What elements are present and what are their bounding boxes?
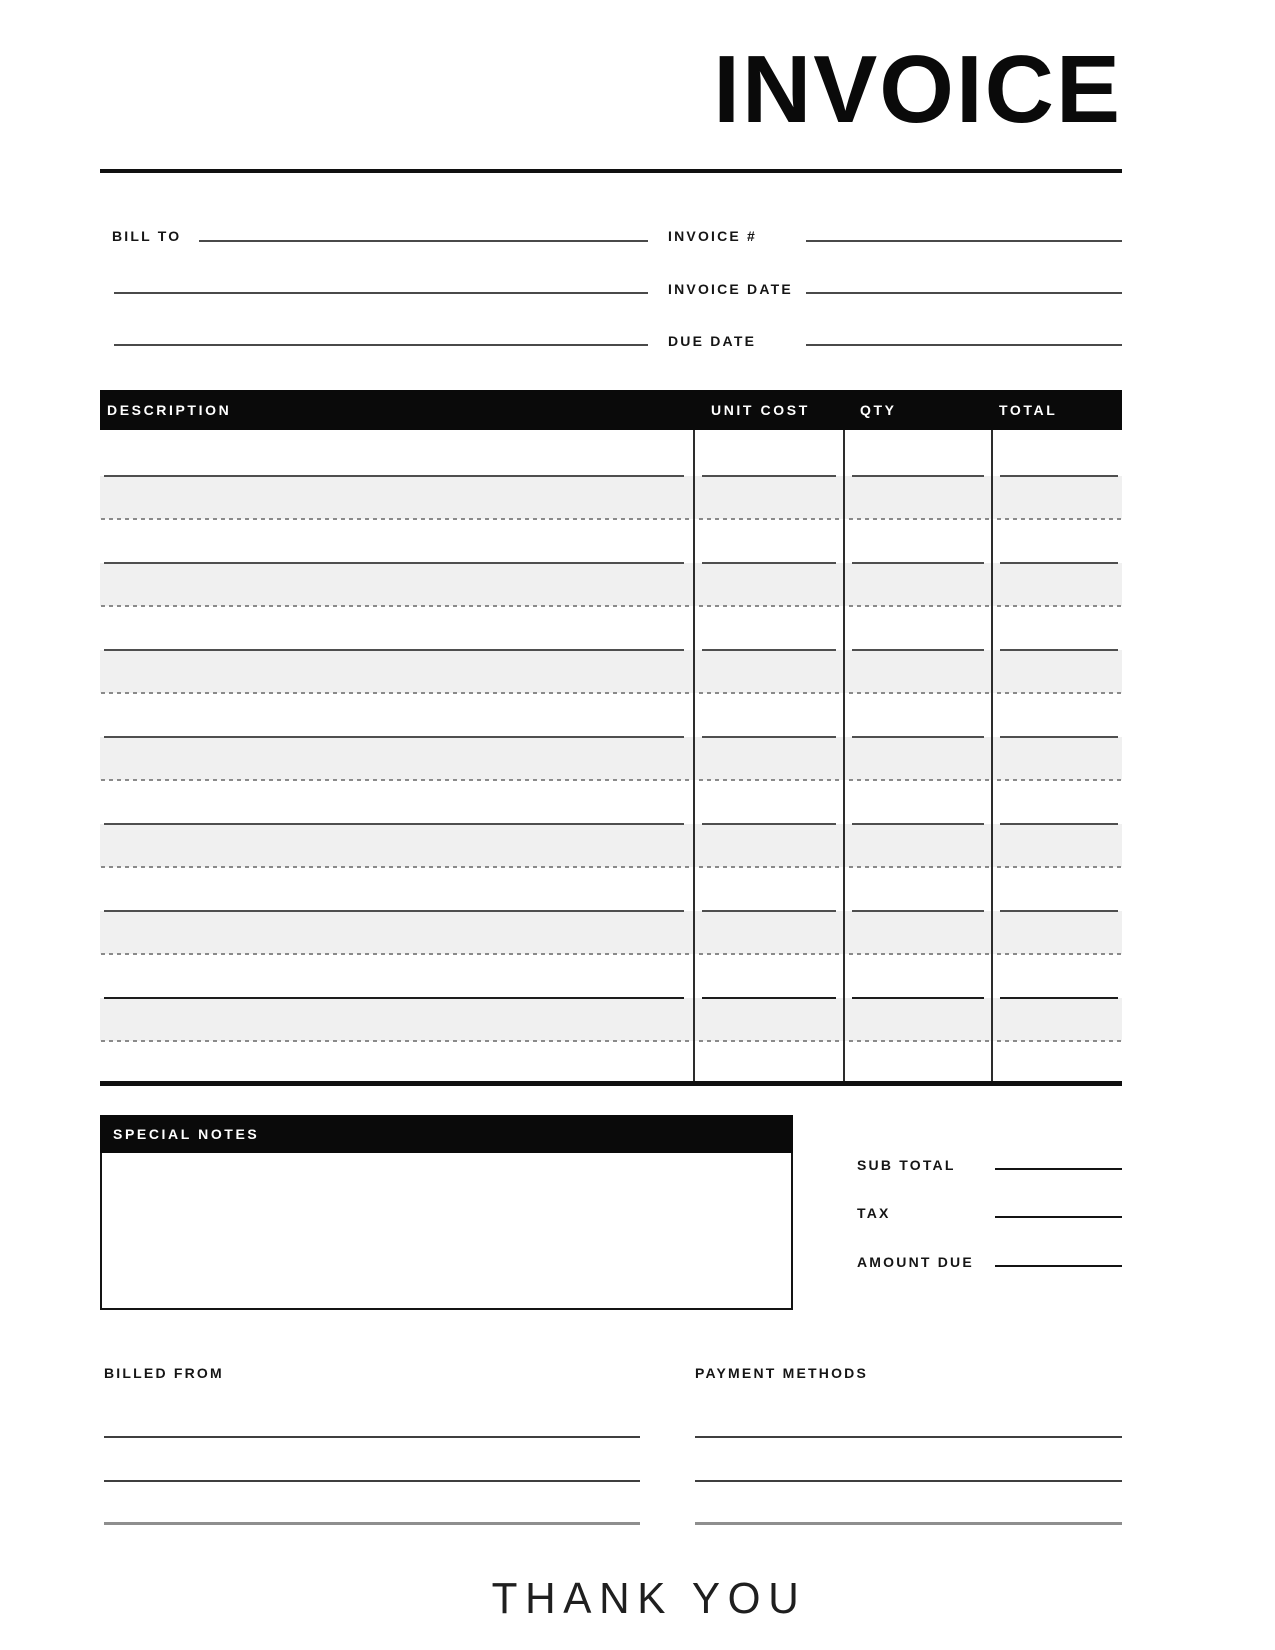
row-dotted-line bbox=[997, 518, 1123, 520]
row-dotted-line bbox=[699, 605, 841, 607]
row-dotted-line bbox=[101, 953, 689, 955]
row-cell-total[interactable] bbox=[1000, 650, 1118, 692]
bill-to-line-1[interactable] bbox=[199, 240, 648, 242]
row-cell-unit_cost[interactable] bbox=[702, 824, 836, 866]
row-cell-description[interactable] bbox=[104, 476, 684, 518]
column-divider-3 bbox=[991, 430, 993, 1081]
row-dotted-line bbox=[101, 605, 689, 607]
row-dotted-line bbox=[849, 1040, 989, 1042]
row-dotted-line bbox=[699, 953, 841, 955]
invoice-number-line[interactable] bbox=[806, 240, 1122, 242]
billed-from-line-1[interactable] bbox=[104, 1436, 640, 1438]
bill-to-line-3[interactable] bbox=[114, 344, 648, 346]
amount-due-label: AMOUNT DUE bbox=[857, 1254, 974, 1270]
row-dotted-line bbox=[849, 953, 989, 955]
row-cell-total[interactable] bbox=[1000, 563, 1118, 605]
row-cell-unit_cost[interactable] bbox=[702, 476, 836, 518]
billed-from-label: BILLED FROM bbox=[104, 1365, 224, 1381]
column-divider-2 bbox=[843, 430, 845, 1081]
row-cell-description[interactable] bbox=[104, 824, 684, 866]
row-cell-unit_cost[interactable] bbox=[702, 650, 836, 692]
row-cell-total[interactable] bbox=[1000, 998, 1118, 1040]
row-cell-qty[interactable] bbox=[852, 911, 984, 953]
row-dotted-line bbox=[699, 518, 841, 520]
col-header-total: TOTAL bbox=[999, 402, 1058, 418]
invoice-number-label: INVOICE # bbox=[668, 228, 758, 244]
row-cell-total[interactable] bbox=[1000, 911, 1118, 953]
row-dotted-line bbox=[997, 779, 1123, 781]
billed-from-line-2[interactable] bbox=[104, 1480, 640, 1482]
tax-label: TAX bbox=[857, 1205, 891, 1221]
bill-to-label: BILL TO bbox=[112, 228, 182, 244]
row-cell-description[interactable] bbox=[104, 998, 684, 1040]
subtotal-label: SUB TOTAL bbox=[857, 1157, 956, 1173]
row-cell-qty[interactable] bbox=[852, 737, 984, 779]
invoice-date-line[interactable] bbox=[806, 292, 1122, 294]
row-cell-qty[interactable] bbox=[852, 563, 984, 605]
special-notes-value bbox=[102, 1153, 791, 1165]
table-header bbox=[100, 390, 1122, 430]
amount-due-line[interactable] bbox=[995, 1265, 1122, 1267]
row-dotted-line bbox=[699, 866, 841, 868]
row-dotted-line bbox=[101, 1040, 689, 1042]
row-dotted-line bbox=[849, 692, 989, 694]
col-header-unit-cost: UNIT COST bbox=[711, 402, 810, 418]
row-cell-unit_cost[interactable] bbox=[702, 911, 836, 953]
col-header-description: DESCRIPTION bbox=[107, 402, 232, 418]
payment-methods-line-3[interactable] bbox=[695, 1522, 1122, 1525]
title-divider bbox=[100, 169, 1122, 173]
row-cell-description[interactable] bbox=[104, 737, 684, 779]
row-dotted-line bbox=[101, 518, 689, 520]
row-dotted-line bbox=[699, 1040, 841, 1042]
row-cell-description[interactable] bbox=[104, 563, 684, 605]
row-cell-qty[interactable] bbox=[852, 824, 984, 866]
row-dotted-line bbox=[699, 779, 841, 781]
row-dotted-line bbox=[101, 692, 689, 694]
row-cell-total[interactable] bbox=[1000, 737, 1118, 779]
row-dotted-line bbox=[997, 866, 1123, 868]
special-notes-header bbox=[100, 1115, 793, 1153]
payment-methods-line-2[interactable] bbox=[695, 1480, 1122, 1482]
special-notes-label: SPECIAL NOTES bbox=[113, 1126, 260, 1142]
invoice-date-label: INVOICE DATE bbox=[668, 281, 793, 297]
row-dotted-line bbox=[849, 866, 989, 868]
col-header-qty: QTY bbox=[860, 402, 897, 418]
payment-methods-label: PAYMENT METHODS bbox=[695, 1365, 869, 1381]
subtotal-line[interactable] bbox=[995, 1168, 1122, 1170]
row-cell-description[interactable] bbox=[104, 911, 684, 953]
row-dotted-line bbox=[699, 692, 841, 694]
row-cell-unit_cost[interactable] bbox=[702, 998, 836, 1040]
row-dotted-line bbox=[849, 518, 989, 520]
tax-line[interactable] bbox=[995, 1216, 1122, 1218]
row-dotted-line bbox=[997, 1040, 1123, 1042]
row-cell-qty[interactable] bbox=[852, 476, 984, 518]
special-notes-box[interactable] bbox=[100, 1153, 793, 1310]
due-date-line[interactable] bbox=[806, 344, 1122, 346]
row-cell-unit_cost[interactable] bbox=[702, 563, 836, 605]
billed-from-line-3[interactable] bbox=[104, 1522, 640, 1525]
bill-to-line-2[interactable] bbox=[114, 292, 648, 294]
row-dotted-line bbox=[101, 779, 689, 781]
table-bottom-rule bbox=[100, 1081, 1122, 1086]
page-title: INVOICE bbox=[713, 36, 1122, 143]
column-divider-1 bbox=[693, 430, 695, 1081]
row-dotted-line bbox=[997, 692, 1123, 694]
row-cell-description[interactable] bbox=[104, 650, 684, 692]
row-dotted-line bbox=[997, 605, 1123, 607]
row-dotted-line bbox=[997, 953, 1123, 955]
row-cell-unit_cost[interactable] bbox=[702, 737, 836, 779]
thank-you-text: THANK YOU bbox=[491, 1574, 807, 1623]
row-cell-total[interactable] bbox=[1000, 476, 1118, 518]
row-cell-qty[interactable] bbox=[852, 650, 984, 692]
row-dotted-line bbox=[101, 866, 689, 868]
row-cell-qty[interactable] bbox=[852, 998, 984, 1040]
due-date-label: DUE DATE bbox=[668, 333, 757, 349]
payment-methods-line-1[interactable] bbox=[695, 1436, 1122, 1438]
row-dotted-line bbox=[849, 779, 989, 781]
row-cell-total[interactable] bbox=[1000, 824, 1118, 866]
row-dotted-line bbox=[849, 605, 989, 607]
